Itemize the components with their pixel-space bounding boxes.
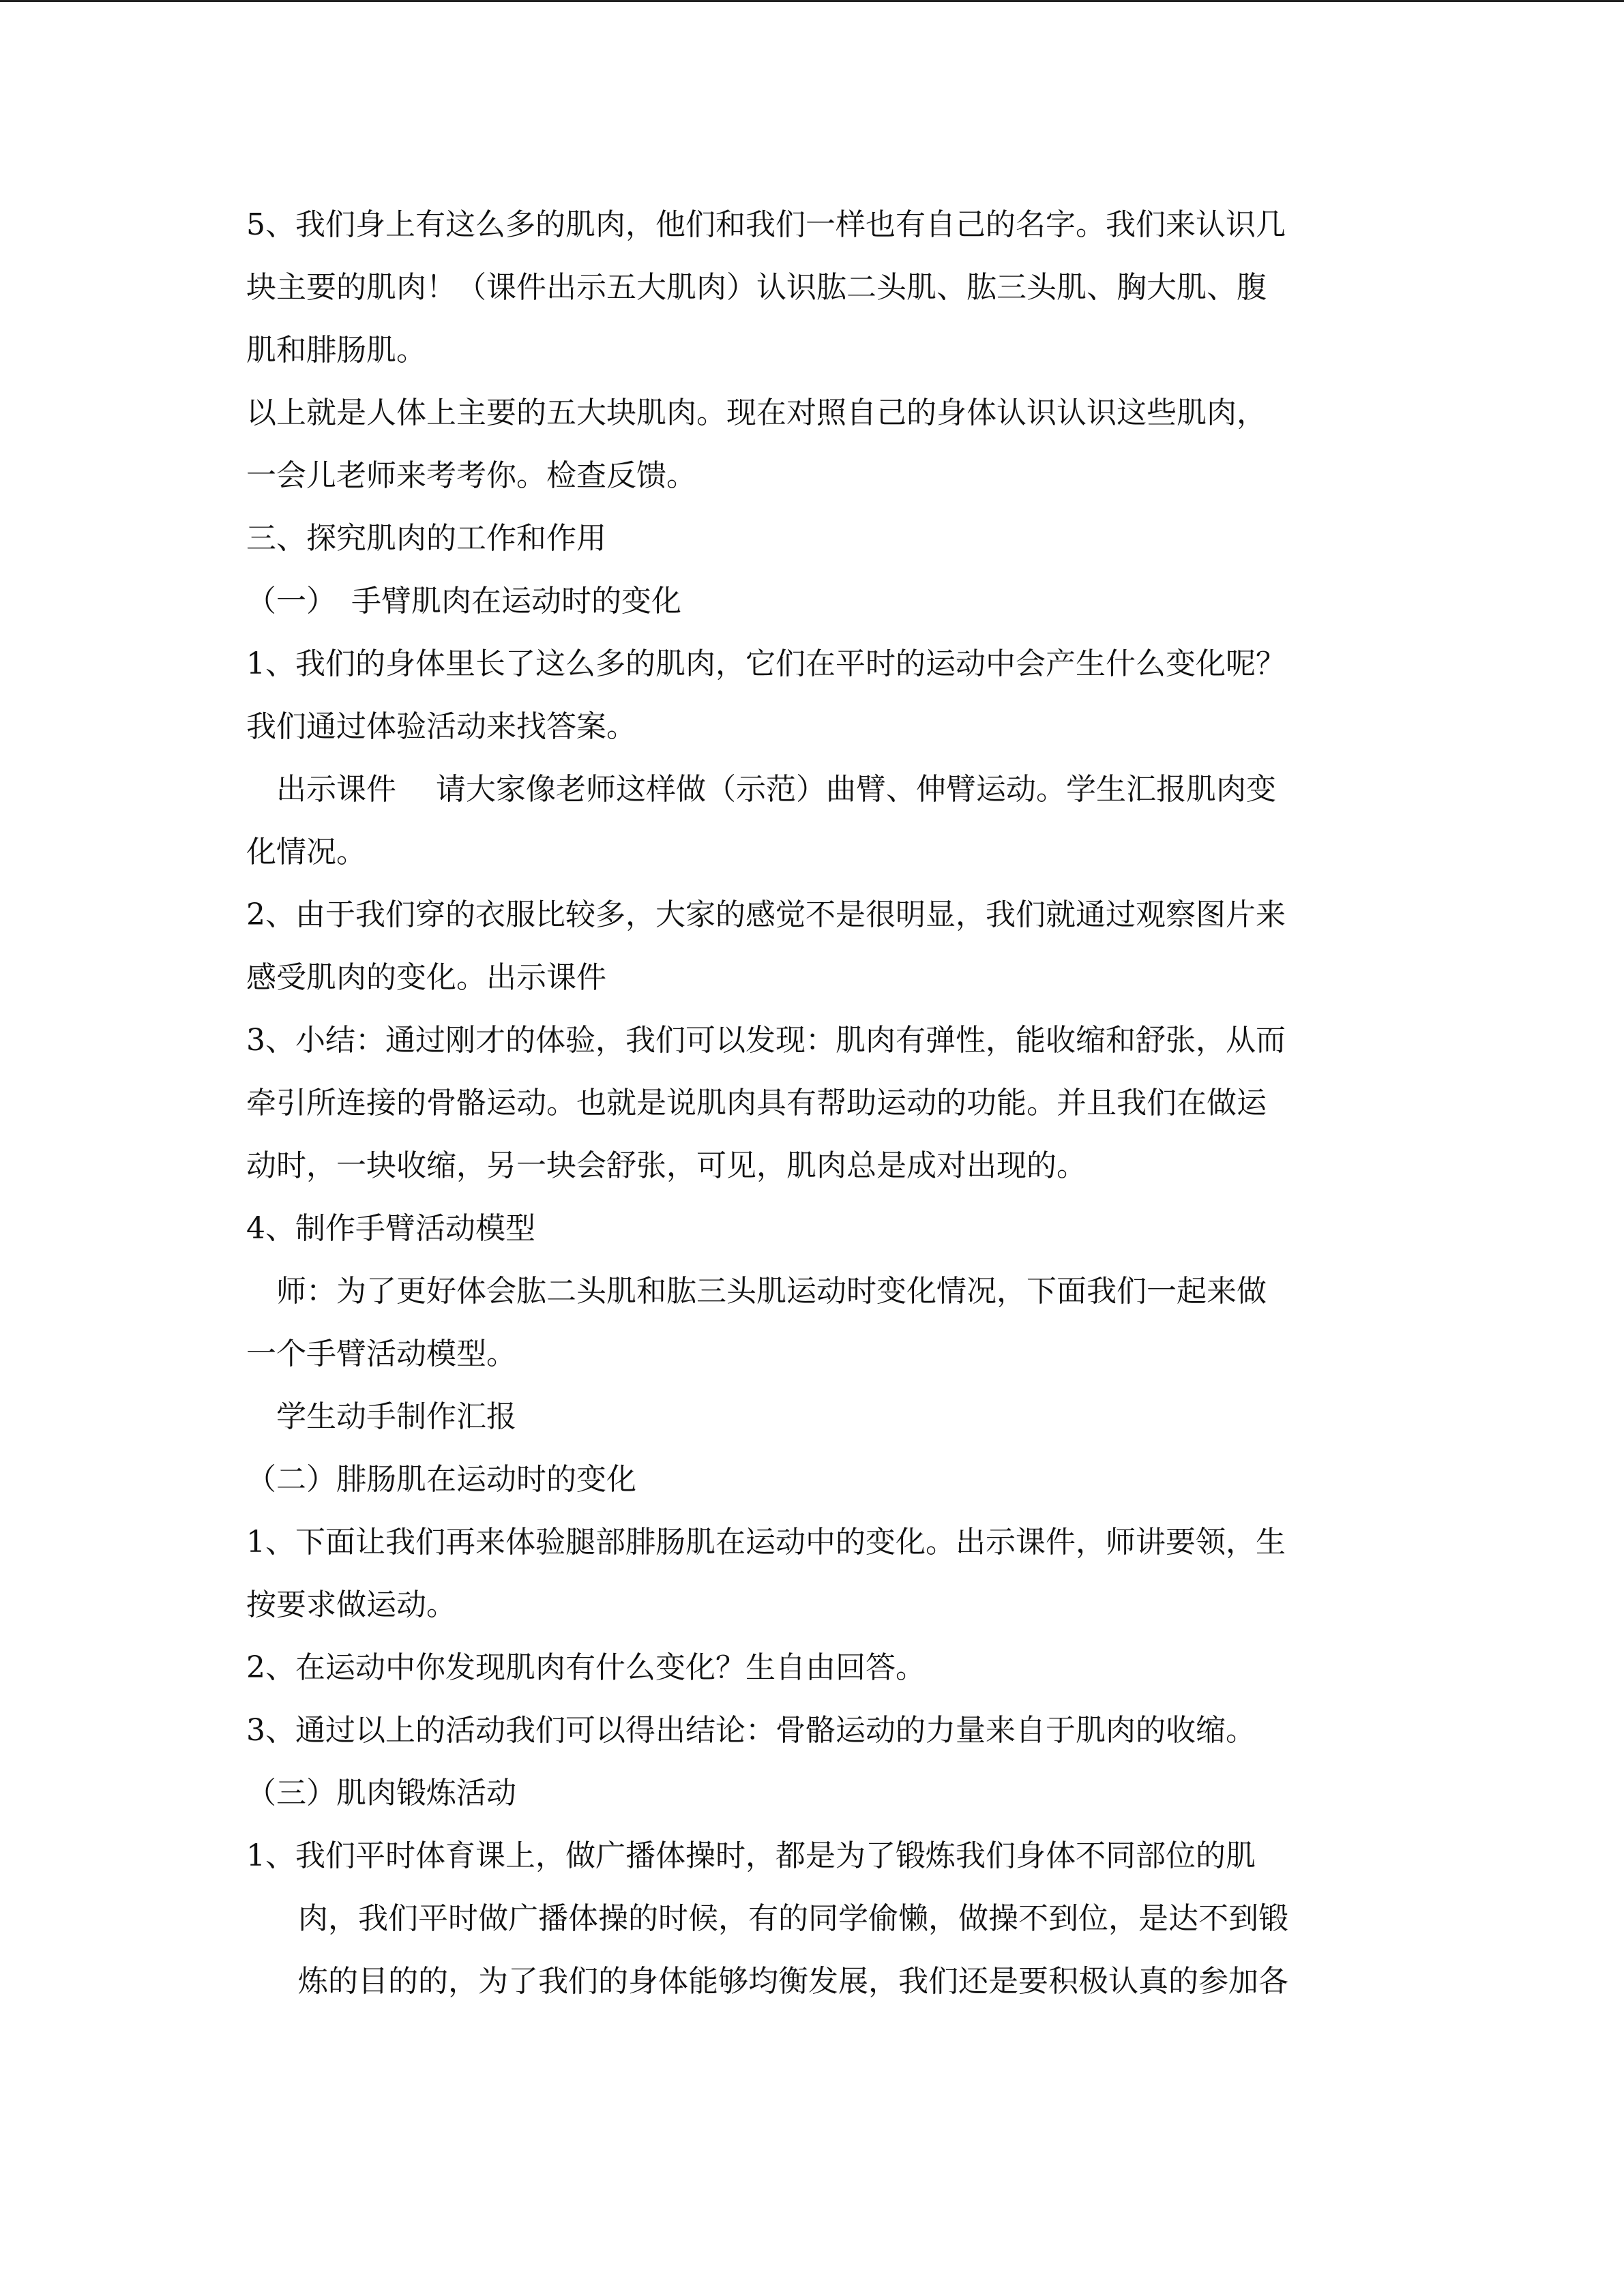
- text-line-17: 4、制作手臂活动模型: [246, 1211, 535, 1246]
- text-line-24: 2、在运动中你发现肌肉有什么变化？生自由回答。: [246, 1650, 926, 1685]
- text-line-29: 炼的目的的，为了我们的身体能够均衡发展，我们还是要积极认真的参加各: [298, 1964, 1288, 1999]
- text-line-14: 3、小结：通过刚才的体验，我们可以发现：肌肉有弹性，能收缩和舒张，从而: [246, 1023, 1286, 1058]
- text-line-19: 一个手臂活动模型。: [246, 1337, 516, 1371]
- text-line-11: 化情况。: [246, 835, 366, 869]
- text-line-22: 1、下面让我们再来体验腿部腓肠肌在运动中的变化。出示课件，师讲要领，生: [246, 1525, 1286, 1560]
- text-line-20: 学生动手制作汇报: [246, 1399, 516, 1434]
- text-line-9: 我们通过体验活动来找答案。: [246, 709, 636, 744]
- subsection-heading-1: （一） 手臂肌肉在运动时的变化: [246, 584, 681, 618]
- text-line-13: 感受肌肉的变化。出示课件: [246, 960, 606, 995]
- text-line-4: 以上就是人体上主要的五大块肌肉。现在对照自己的身体认识认识这些肌肉，: [246, 396, 1267, 430]
- section-heading-3: 三、探究肌肉的工作和作用: [246, 521, 606, 556]
- text-line-12: 2、由于我们穿的衣服比较多，大家的感觉不是很明显，我们就通过观察图片来: [246, 897, 1286, 932]
- text-line-2: 块主要的肌肉！（课件出示五大肌肉）认识肱二头肌、肱三头肌、胸大肌、腹: [246, 270, 1267, 305]
- subsection-heading-3: （三）肌肉锻炼活动: [246, 1776, 516, 1810]
- text-line-3: 肌和腓肠肌。: [246, 333, 426, 368]
- text-line-5: 一会儿老师来考考你。检查反馈。: [246, 458, 696, 493]
- text-line-23: 按要求做运动。: [246, 1587, 456, 1622]
- text-line-1: 5、我们身上有这么多的肌肉，他们和我们一样也有自己的名字。我们来认识几: [246, 207, 1286, 242]
- text-line-8: 1、我们的身体里长了这么多的肌肉，它们在平时的运动中会产生什么变化呢？: [246, 646, 1286, 681]
- subsection-heading-2: （二）腓肠肌在运动时的变化: [246, 1462, 636, 1497]
- text-line-15: 牵引所连接的骨骼运动。也就是说肌肉具有帮助运动的功能。并且我们在做运: [246, 1086, 1267, 1120]
- text-line-18: 师：为了更好体会肱二头肌和肱三头肌运动时变化情况，下面我们一起来做: [246, 1274, 1267, 1309]
- top-border-rule: [0, 0, 1624, 2]
- text-line-27: 1、我们平时体育课上，做广播体操时，都是为了锻炼我们身体不同部位的肌: [246, 1838, 1256, 1873]
- text-line-25: 3、通过以上的活动我们可以得出结论：骨骼运动的力量来自于肌肉的收缩。: [246, 1713, 1256, 1748]
- text-line-28: 肉，我们平时做广播体操的时候，有的同学偷懒，做操不到位，是达不到锻: [298, 1901, 1288, 1936]
- text-line-16: 动时，一块收缩，另一块会舒张，可见，肌肉总是成对出现的。: [246, 1148, 1087, 1183]
- text-line-10: 出示课件 请大家像老师这样做（示范）曲臂、伸臂运动。学生汇报肌肉变: [246, 772, 1276, 807]
